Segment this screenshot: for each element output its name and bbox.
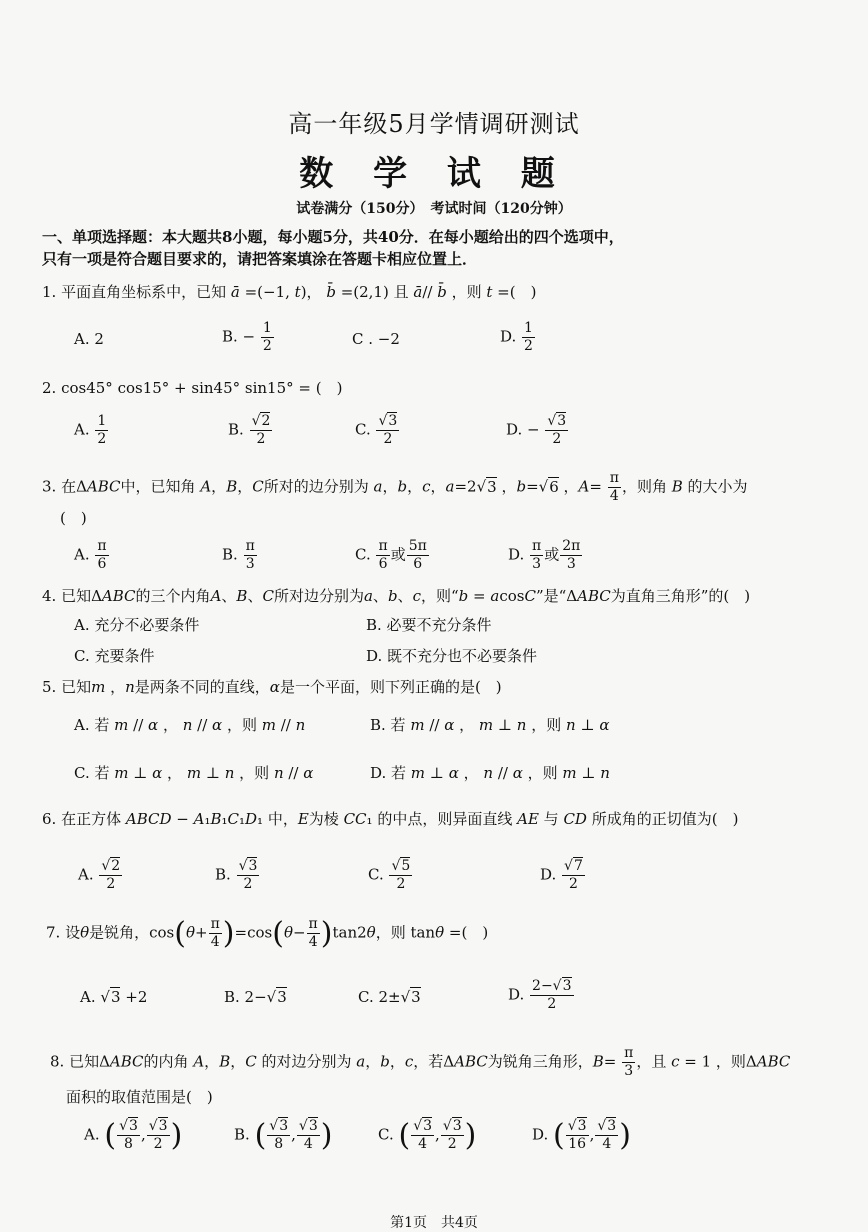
question-5-option-d[interactable]: D. 若 m ⊥ α ， n // α ，则 m ⊥ n (370, 764, 610, 782)
question-7-option-c[interactable]: C. 2±√3 (358, 988, 421, 1006)
question-2-option-c[interactable]: C. $\frac{√3}{2}$ (355, 413, 398, 447)
section-heading-line1: 一、单项选择题：本大题共8小题，每小题5分，共40分．在每小题给出的四个选项中， (42, 228, 624, 246)
subject-title: 数 学 试 题 (299, 154, 569, 194)
question-5-option-c[interactable]: C. 若 m ⊥ α ， m ⊥ n ，则 n // α (74, 764, 314, 782)
question-7-option-d[interactable]: D. $\frac{2-√3}{2}$ (508, 978, 572, 1012)
question-5-option-a[interactable]: A. 若 m // α ， n // α ，则 m // n (74, 716, 306, 734)
question-1-option-d[interactable]: D. $\frac{1}{2}$ (500, 320, 533, 354)
question-2-stem: 2. cos45° cos15° + sin45° sin15° = ( ) (42, 379, 343, 397)
question-8-stem: 8. 已知ΔABC的内角 A，B，C 的对边分别为 a，b，c，若ΔABC为锐角三角形，B= $\frac{\pi}{3}$ ，且 c = 1 ，则ΔABC (50, 1045, 791, 1079)
question-4-stem: 4. 已知ΔABC的三个内角A、B、C所对边分别为a、b、c，则“b = acosC”是“ΔABC为直角三角形”的( ) (42, 587, 751, 605)
question-8-option-b[interactable]: B. ( $\frac{√3}{8}$ , $\frac{√3}{4}$ ) (234, 1118, 333, 1153)
question-7-option-b[interactable]: B. 2−√3 (224, 988, 287, 1006)
question-7-stem: 7. 设θ是锐角，cos(θ+ $\frac{\pi}{4}$ )=cos(θ− $\frac{\pi}{4}$ )tan2θ，则 tanθ =( ) (46, 916, 489, 951)
question-8-option-d[interactable]: D. ( $\frac{√3}{16}$ , $\frac{√3}{4}$ ) (532, 1118, 631, 1153)
section-heading-line2: 只有一项是符合题目要求的，请把答案填涂在答题卡相应位置上． (42, 250, 478, 268)
question-5-option-b[interactable]: B. 若 m // α ， m ⊥ n ，则 n ⊥ α (370, 716, 610, 734)
question-6-option-d[interactable]: D. $\frac{√7}{2}$ (540, 858, 583, 892)
question-3-option-a[interactable]: A. $\frac{\pi}{6}$ (74, 538, 107, 572)
question-3-option-b[interactable]: B. $\frac{\pi}{3}$ (222, 538, 255, 572)
question-3-stem: 3. 在ΔABC中，已知角 A，B，C所对的边分别为 a，b，c，a=2√3 ，b=√6 ，A= $\frac{\pi}{4}$ ，则角 B 的大小为 (42, 470, 748, 504)
exam-title: 高一年级5月学情调研测试 (288, 110, 580, 138)
question-1-option-a[interactable]: A. 2 (74, 330, 104, 348)
question-4-option-c[interactable]: C. 充要条件 (74, 647, 155, 665)
question-8-option-c[interactable]: C. ( $\frac{√3}{4}$ , $\frac{√3}{2}$ ) (378, 1118, 477, 1153)
question-6-option-c[interactable]: C. $\frac{√5}{2}$ (368, 858, 411, 892)
section-heading (42, 226, 624, 270)
question-6-stem: 6. 在正方体 ABCD − A₁B₁C₁D₁ 中，E为棱 CC₁ 的中点，则异面直线 AE 与 CD 所成角的正切值为( ) (42, 810, 739, 828)
question-6-option-a[interactable]: A. $\frac{√2}{2}$ (78, 858, 121, 892)
question-1-stem: 1. 平面直角坐标系中，已知 ā =(−1, t)， b̄ =(2,1) 且 ā// b̄ ，则 t =( ) (42, 283, 537, 301)
question-8-stem-cont: 面积的取值范围是( ) (66, 1088, 213, 1106)
question-6-option-b[interactable]: B. $\frac{√3}{2}$ (215, 858, 258, 892)
question-8-option-a[interactable]: A. ( $\frac{√3}{8}$ , $\frac{√3}{2}$ ) (84, 1118, 183, 1153)
exam-info: 试卷满分（150分） 考试时间（120分钟） (296, 201, 572, 217)
question-2-option-b[interactable]: B. $\frac{√2}{2}$ (228, 413, 271, 447)
question-4-option-b[interactable]: B. 必要不充分条件 (366, 616, 492, 634)
question-7-option-a[interactable]: A. √3 +2 (80, 988, 148, 1006)
question-1-option-b[interactable]: B. − $\frac{1}{2}$ (222, 320, 272, 354)
question-1-option-c[interactable]: C . −2 (352, 330, 400, 348)
page-footer: 第1页 共4页 (390, 1215, 478, 1231)
question-4-option-d[interactable]: D. 既不充分也不必要条件 (366, 647, 538, 665)
question-2-option-d[interactable]: D. − $\frac{√3}{2}$ (506, 413, 567, 447)
question-4-option-a[interactable]: A. 充分不必要条件 (74, 616, 200, 634)
question-3-stem-cont: ( ) (60, 509, 87, 527)
question-3-option-c[interactable]: C. $\frac{\pi}{6}$ 或 $\frac{5\pi}{6}$ (355, 538, 427, 572)
question-5-stem: 5. 已知m ，n是两条不同的直线，α是一个平面，则下列正确的是( ) (42, 678, 502, 696)
question-2-option-a[interactable]: A. $\frac{1}{2}$ (74, 413, 107, 447)
question-3-option-d[interactable]: D. $\frac{\pi}{3}$ 或 $\frac{2\pi}{3}$ (508, 538, 581, 572)
